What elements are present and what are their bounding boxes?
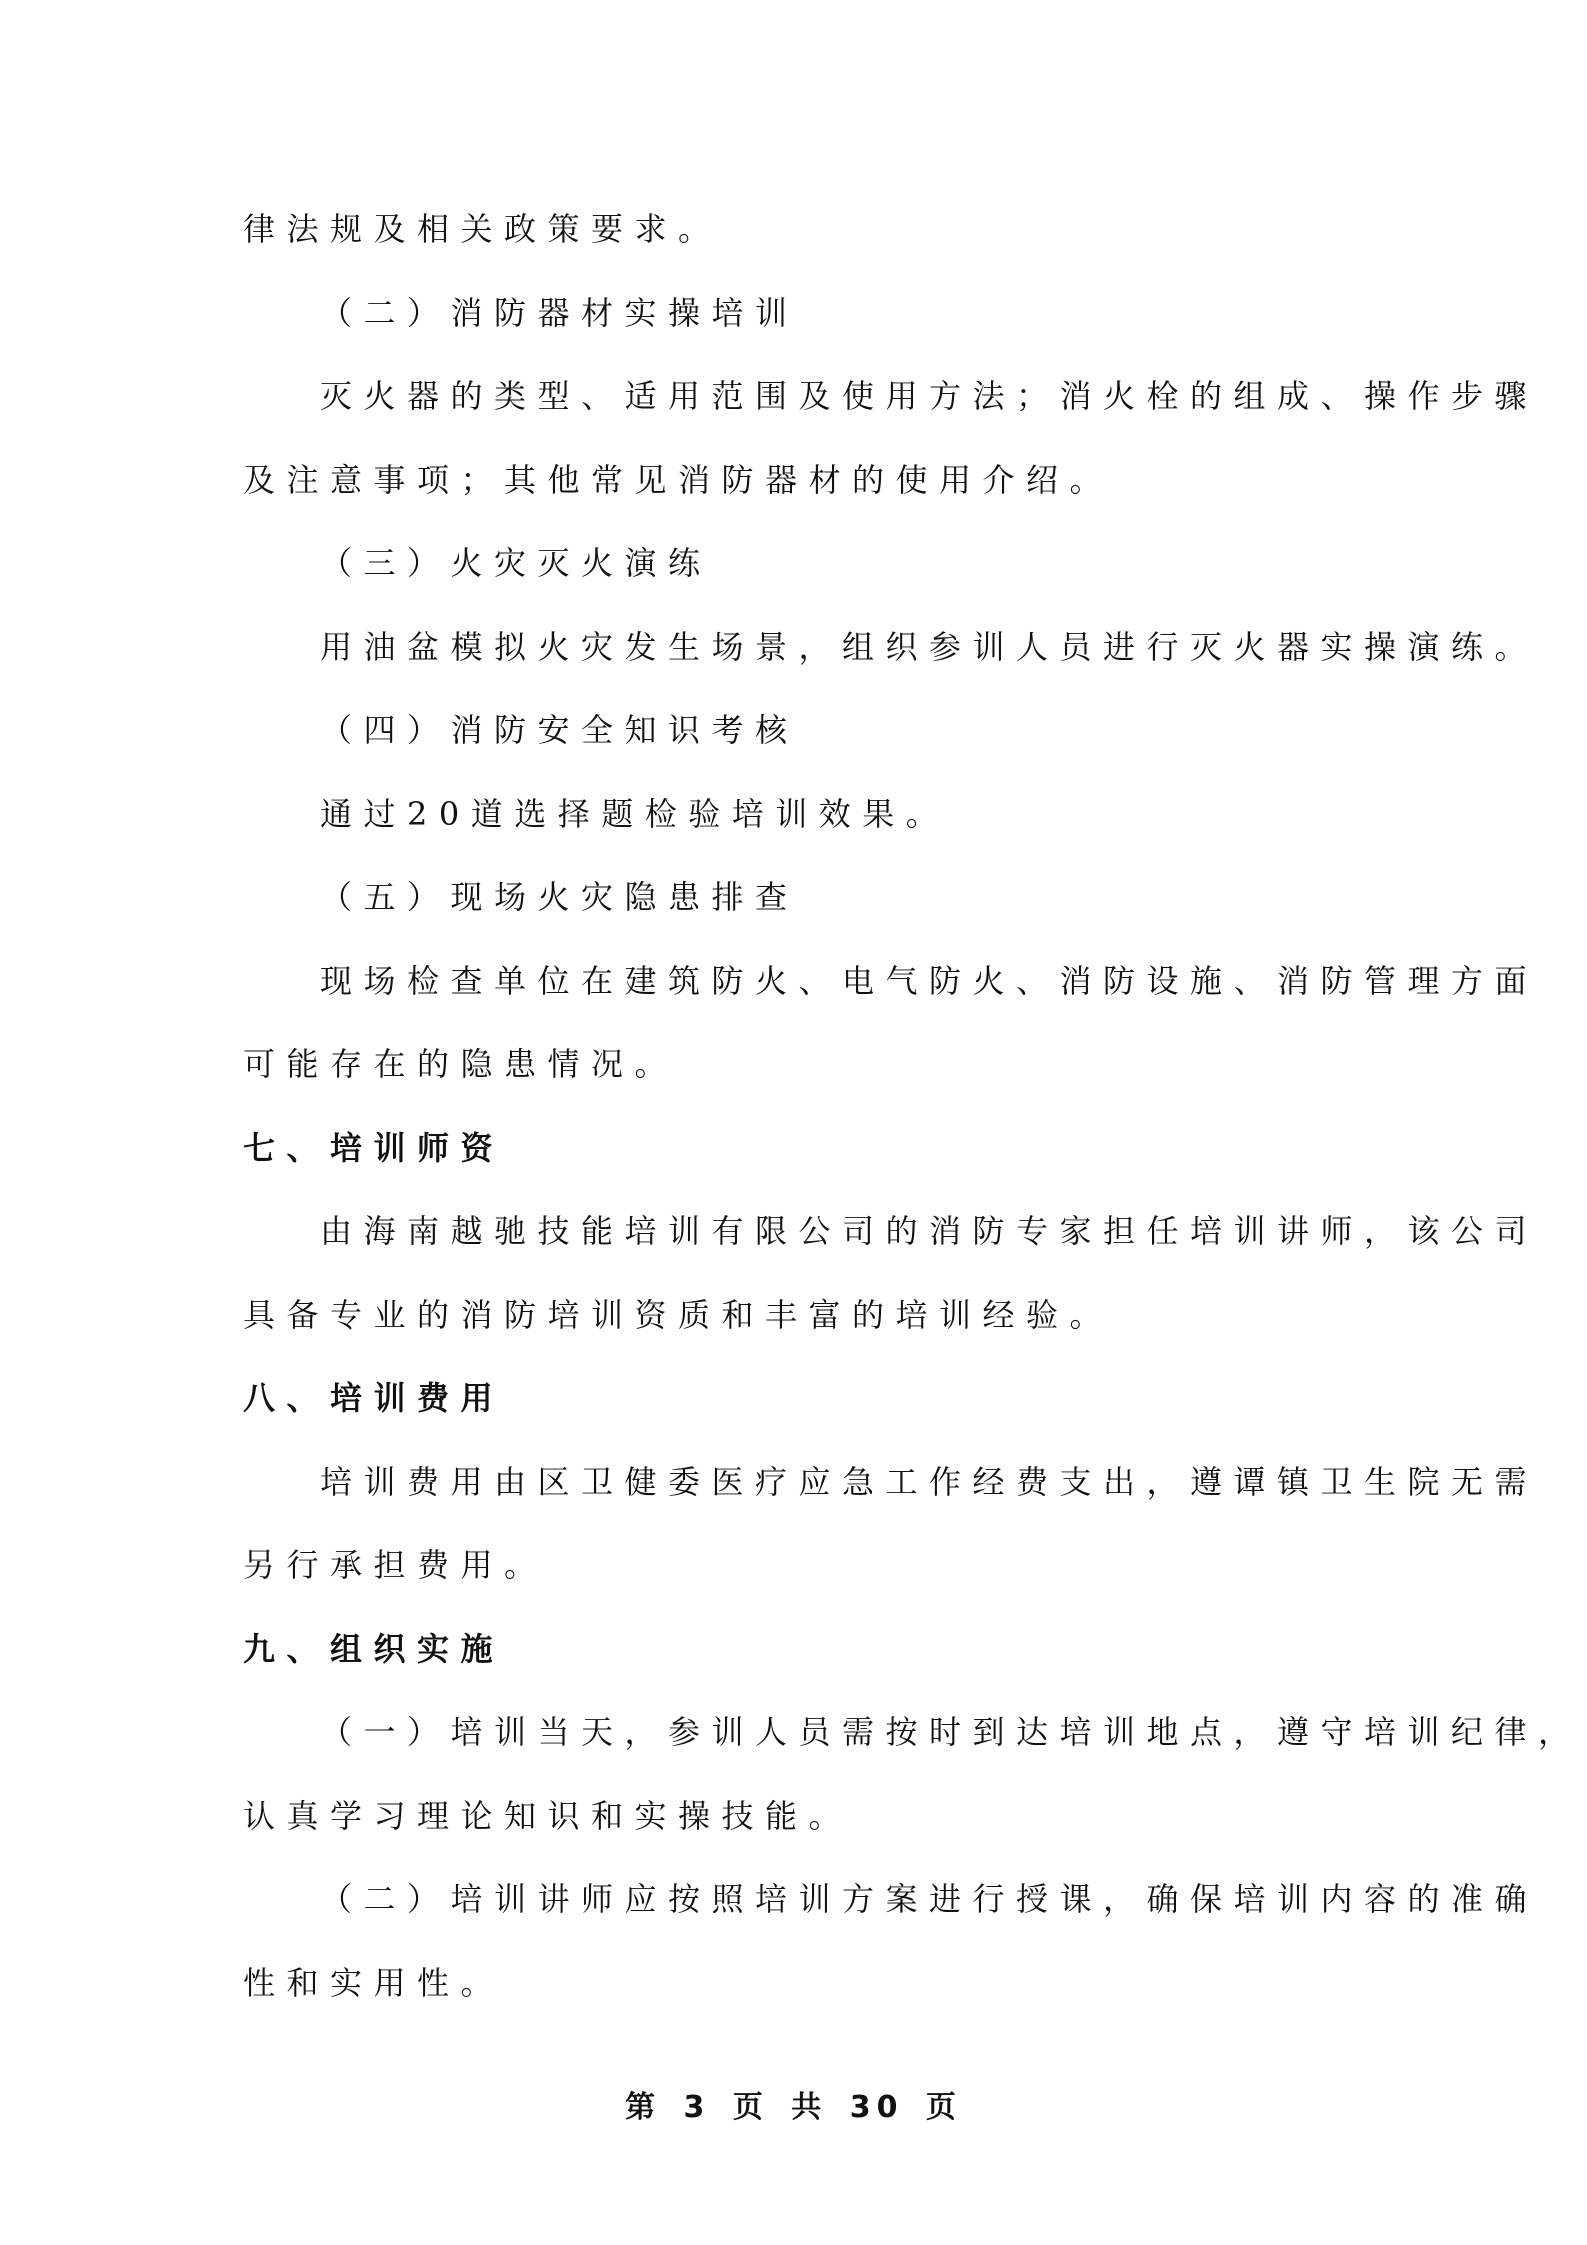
text-line-continuation: 性和实用性。 <box>243 1963 505 2002</box>
text-line-continuation: 及注意事项；其他常见消防器材的使用介绍。 <box>243 460 1114 499</box>
section-heading-implementation: 九、组织实施 <box>243 1629 505 1668</box>
subheading-fire-drill: （三）火灾灭火演练 <box>320 544 712 582</box>
paragraph-line: 培训费用由区卫健委医疗应急工作经费支出，遵谭镇卫生院无需 <box>320 1462 1539 1501</box>
text-line-continuation: 可能存在的隐患情况。 <box>243 1045 679 1083</box>
text-line-continuation: 认真学习理论知识和实操技能。 <box>243 1796 853 1835</box>
paragraph-line: 灭火器的类型、适用范围及使用方法；消火栓的组成、操作步骤 <box>320 377 1539 415</box>
text-line-continuation: 另行承担费用。 <box>243 1546 548 1584</box>
section-heading-instructors: 七、培训师资 <box>243 1128 505 1167</box>
text-line-continuation: 律法规及相关政策要求。 <box>243 210 722 248</box>
subheading-equipment-training: （二）消防器材实操培训 <box>320 293 799 332</box>
paragraph-line: 现场检查单位在建筑防火、电气防火、消防设施、消防管理方面 <box>320 961 1539 1000</box>
page-number-footer: 第 3 页 共 30 页 <box>625 2090 962 2125</box>
paragraph-line: 通过20道选择题检验培训效果。 <box>320 794 950 833</box>
document-body <box>243 188 1582 2025</box>
paragraph-line: 由海南越驰技能培训有限公司的消防专家担任培训讲师，该公司 <box>320 1212 1539 1250</box>
paragraph-line: （一）培训当天，参训人员需按时到达培训地点，遵守培训纪律， <box>320 1713 1582 1751</box>
subheading-knowledge-assessment: （四）消防安全知识考核 <box>320 711 799 749</box>
paragraph-line: 用油盆模拟火灾发生场景，组织参训人员进行灭火器实操演练。 <box>320 627 1539 666</box>
paragraph-line: （二）培训讲师应按照培训方案进行授课，确保培训内容的准确 <box>320 1880 1539 1918</box>
subheading-hazard-inspection: （五）现场火灾隐患排查 <box>320 878 799 916</box>
text-line-continuation: 具备专业的消防培训资质和丰富的培训经验。 <box>243 1295 1114 1334</box>
section-heading-fees: 八、培训费用 <box>243 1379 505 1417</box>
